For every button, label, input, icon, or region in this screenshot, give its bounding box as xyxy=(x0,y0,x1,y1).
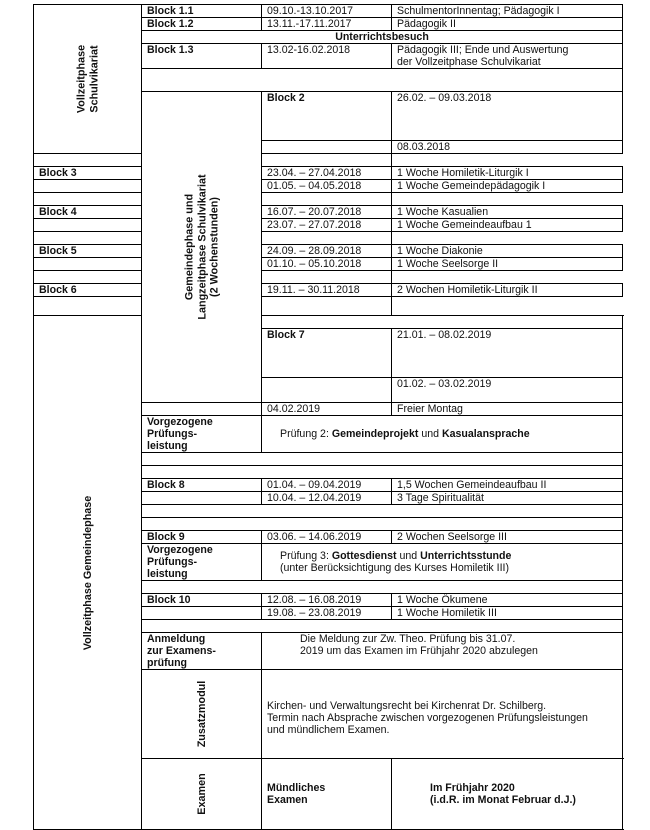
desc-cell: SchulmentorInnentag; Pädagogik I xyxy=(392,5,623,18)
date-cell: 19.11. – 30.11.2018 xyxy=(262,284,392,297)
date-cell: 23.07. – 27.07.2018 xyxy=(262,219,392,232)
schedule-table xyxy=(33,4,623,830)
table-row xyxy=(34,258,623,271)
date-cell: 16.07. – 20.07.2018 xyxy=(262,206,392,219)
anmeldung-text: Die Meldung zur Zw. Theo. Prüfung bis 31.07. 2019 um das Examen im Frühjahr 2020 abzulegen xyxy=(262,633,623,670)
block-label-empty xyxy=(34,180,142,193)
block-label-empty xyxy=(34,219,142,232)
pruefung-2-text: Prüfung 2: Gemeindeprojekt und Kasualansprache xyxy=(262,416,623,453)
block-label-empty xyxy=(142,403,262,416)
desc-cell: 1 Woche Kasualien xyxy=(392,206,623,219)
table-row xyxy=(34,206,623,219)
desc-cell: 1 Woche Homiletik-Liturgik I xyxy=(392,167,623,180)
table-row-blank xyxy=(34,154,623,167)
date-cell: 13.11.-17.11.2017 xyxy=(262,18,392,31)
block-label: Block 8 xyxy=(142,479,262,492)
date-cell: 23.04. – 27.04.2018 xyxy=(262,167,392,180)
desc-cell: 1 Woche Homiletik III xyxy=(392,607,623,620)
table-row-blank xyxy=(34,193,623,206)
table-row-blank xyxy=(34,232,623,245)
date-cell: 26.02. – 09.03.2018 xyxy=(392,92,623,141)
pruefung-3-text: Prüfung 3: Gottesdienst und Unterrichtsstunde (unter Berücksichtigung des Kurses Homiletik III) xyxy=(262,544,623,581)
desc-cell: 2 Wochen Homiletik-Liturgik II xyxy=(392,284,623,297)
phase-label-examen: Examen xyxy=(142,759,262,830)
anmeldung-label: Anmeldung zur Examens- prüfung xyxy=(142,633,262,670)
desc-cell: 2 Wochen Seelsorge III xyxy=(392,531,623,544)
date-cell: 19.08. – 23.08.2019 xyxy=(262,607,392,620)
block-label-empty xyxy=(34,258,142,271)
unterrichtsbesuch-heading: Unterrichtsbesuch xyxy=(142,31,623,44)
date-cell: 21.01. – 08.02.2019 xyxy=(392,329,623,378)
date-cell: 24.09. – 28.09.2018 xyxy=(262,245,392,258)
table-row xyxy=(34,284,623,297)
date-cell: 01.04. – 09.04.2019 xyxy=(262,479,392,492)
desc-cell: 1 Woche Gemeindepädagogik I xyxy=(392,180,623,193)
desc-cell: 1,5 Wochen Gemeindeaufbau II xyxy=(392,479,623,492)
block-label-empty xyxy=(142,492,262,505)
block-label: Block 9 xyxy=(142,531,262,544)
block-label-empty xyxy=(142,607,262,620)
phase-label-gemeindephase: Gemeindephase und Langzeitphase Schulvikariat (2 Wochenstunden) xyxy=(142,92,262,403)
examen-text: Im Frühjahr 2020 (i.d.R. im Monat Februar d.J.) xyxy=(392,759,623,830)
desc-cell: Pädagogik III; Ende und Auswertung der Vollzeitphase Schulvikariat xyxy=(392,44,623,69)
block-label-empty xyxy=(262,378,392,403)
table-row-blank xyxy=(34,316,623,329)
table-row xyxy=(34,219,623,232)
desc-cell: 1 Woche Gemeindeaufbau 1 xyxy=(392,219,623,232)
pruefung-label: Vorgezogene Prüfungs- leistung xyxy=(142,544,262,581)
date-cell: 03.06. – 14.06.2019 xyxy=(262,531,392,544)
phase-label-vollzeit-gemeinde: Vollzeitphase Gemeindephase xyxy=(34,316,142,830)
examen-label: Mündliches Examen xyxy=(262,759,392,830)
date-cell: 13.02-16.02.2018 xyxy=(262,44,392,69)
phase-label-schulvikariat: Vollzeitphase Schulvikariat xyxy=(34,5,142,154)
desc-cell: Pädagogik II xyxy=(392,18,623,31)
table-row xyxy=(34,180,623,193)
date-cell: 01.10. – 05.10.2018 xyxy=(262,258,392,271)
block-label: Block 4 xyxy=(34,206,142,219)
date-cell: 08.03.2018 xyxy=(392,141,623,154)
zusatzmodul-text: Kirchen- und Verwaltungsrecht bei Kirchenrat Dr. Schilberg. Termin nach Absprache zwischen vorgezogenen Prüfungsleistungen und mündlichem Examen. xyxy=(262,670,623,759)
block-label: Block 3 xyxy=(34,167,142,180)
block-label: Block 1.1 xyxy=(142,5,262,18)
table-row xyxy=(34,245,623,258)
desc-cell: Freier Montag xyxy=(392,403,623,416)
desc-cell: 1 Woche Seelsorge II xyxy=(392,258,623,271)
desc-cell: 3 Tage Spiritualität xyxy=(392,492,623,505)
date-cell: 12.08. – 16.08.2019 xyxy=(262,594,392,607)
table-row-blank xyxy=(34,271,623,284)
date-cell: 10.04. – 12.04.2019 xyxy=(262,492,392,505)
date-cell: 01.02. – 03.02.2019 xyxy=(392,378,623,403)
date-cell: 09.10.-13.10.2017 xyxy=(262,5,392,18)
schedule-page xyxy=(33,4,622,815)
block-label: Block 1.3 xyxy=(142,44,262,69)
pruefung-label: Vorgezogene Prüfungs- leistung xyxy=(142,416,262,453)
block-label: Block 1.2 xyxy=(142,18,262,31)
date-cell: 04.02.2019 xyxy=(262,403,392,416)
block-label: Block 10 xyxy=(142,594,262,607)
phase-label-zusatzmodul: Zusatzmodul xyxy=(142,670,262,759)
block-label: Block 2 xyxy=(262,92,392,141)
date-cell: 01.05. – 04.05.2018 xyxy=(262,180,392,193)
block-label: Block 7 xyxy=(262,329,392,378)
table-row-blank xyxy=(34,297,623,316)
block-label: Block 5 xyxy=(34,245,142,258)
block-label-empty xyxy=(262,141,392,154)
table-row xyxy=(34,5,623,18)
table-row xyxy=(34,167,623,180)
desc-cell: 1 Woche Ökumene xyxy=(392,594,623,607)
desc-cell: 1 Woche Diakonie xyxy=(392,245,623,258)
block-label: Block 6 xyxy=(34,284,142,297)
